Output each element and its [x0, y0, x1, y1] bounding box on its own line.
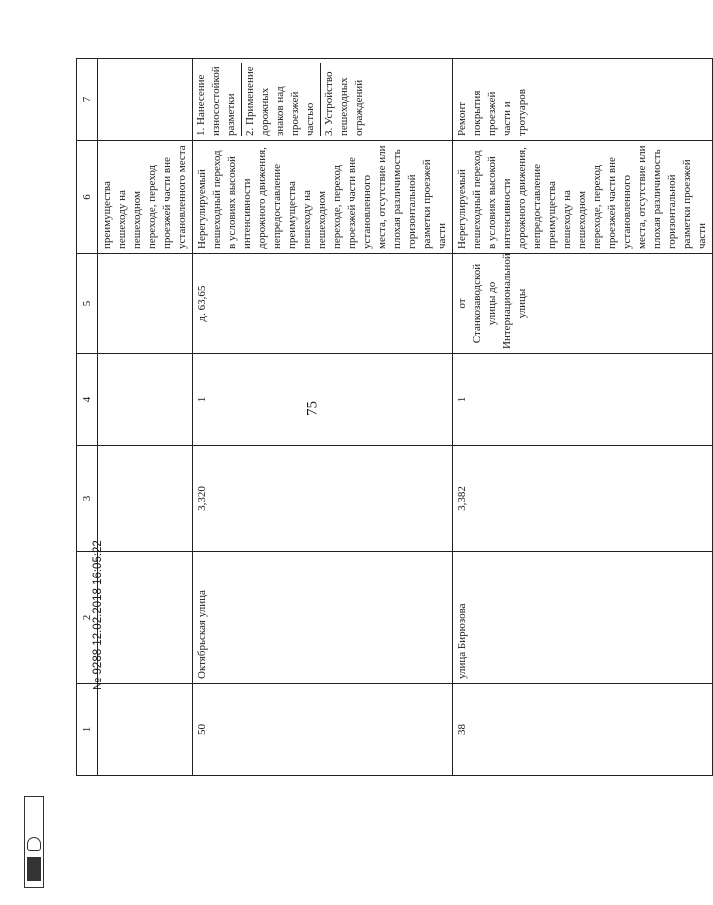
emblem-stamp-icon [24, 796, 44, 888]
cell-number: 50 [193, 684, 453, 776]
stamp-band [27, 857, 41, 881]
measure-item: 2. Применение дорожных знаков над проезжей частью [242, 63, 321, 136]
table-row [453, 59, 713, 776]
cell-street: Октябрьская улица [193, 552, 453, 684]
cell-location: д. 63,65 [193, 254, 453, 354]
column-header: 3 [77, 446, 98, 552]
cell-measures: Ремонт покрытия проезжей части и тротуаров [453, 59, 713, 141]
registration-stamp-text: № 9288 12.02.2018 16:05:22 [92, 540, 104, 690]
cell-number: 38 [453, 684, 713, 776]
table-row [193, 59, 453, 776]
crest-icon [27, 837, 41, 851]
cell-problem: Нерегулируемый пешеходный переход в условиях высокой интенсивности дорожного движения, непредоставление преимущества пешеходу на пешеходном переходе, переход проезжей части вне установленного места, отсутствие или плохая различимость горизонтальной разметки проезжей части [453, 141, 713, 254]
measure-item: 3. Устройство пешеходных ограждений [323, 71, 365, 136]
column-header: 2 [77, 552, 98, 684]
cell-street [98, 552, 193, 684]
column-header: 7 [77, 59, 98, 141]
cell-street: улица Бирюзова [453, 552, 713, 684]
cell-number [98, 684, 193, 776]
cell-count: 1 [453, 354, 713, 446]
column-header: 5 [77, 254, 98, 354]
cell-problem: преимущества пешеходу на пешеходном переходе, переход проезжей части вне установленного места [98, 141, 193, 254]
table-row [98, 59, 193, 776]
measure-item: 1. Нанесение износостойкой разметки [193, 63, 242, 136]
cell-count: 1 [193, 354, 453, 446]
column-header: 1 [77, 684, 98, 776]
cell-count [98, 354, 193, 446]
page-number: 75 [304, 401, 321, 416]
cell-length: 3,320 [193, 446, 453, 552]
cell-measures [98, 59, 193, 141]
column-header: 4 [77, 354, 98, 446]
column-header: 6 [77, 141, 98, 254]
cell-length: 3,382 [453, 446, 713, 552]
cell-location [98, 254, 193, 354]
data-table [76, 58, 713, 776]
cell-location: от Станкозаводской улицы до Интернациональной улицы [453, 254, 713, 354]
cell-measures [193, 59, 453, 141]
cell-length [98, 446, 193, 552]
cell-problem: Нерегулируемый пешеходный переход в условиях высокой интенсивности дорожного движения, непредоставление преимущества пешеходу на пешеходном переходе, переход проезжей части вне установленного места, отсутствие или плохая различимость горизонтальной разметки проезжей части [193, 141, 453, 254]
rotated-table [76, 59, 708, 776]
